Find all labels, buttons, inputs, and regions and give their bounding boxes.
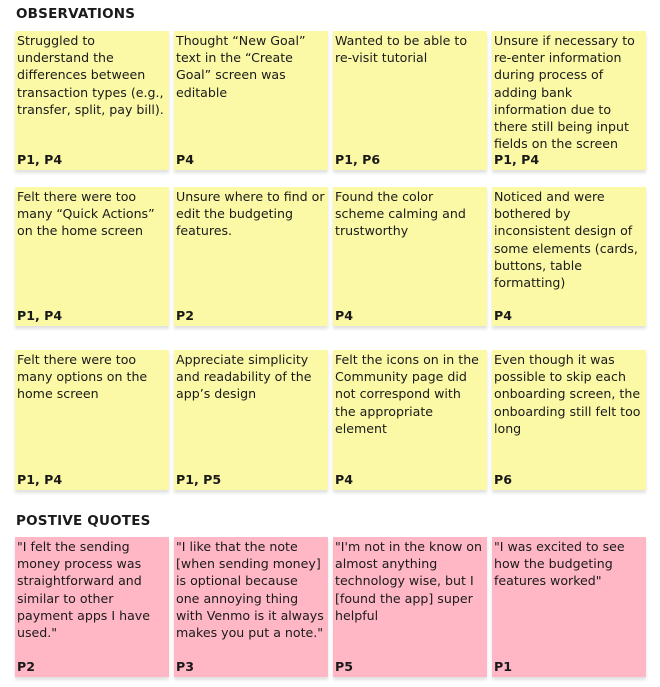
note-text: Even though it was possible to skip each onboarding screen, the onboarding still felt too long (494, 352, 641, 436)
note-participants: P4 (176, 152, 194, 167)
note-text: Appreciate simplicity and readability of the app’s design (176, 352, 312, 402)
quote-note (15, 537, 169, 677)
sticky-note (15, 187, 169, 326)
sticky-note (15, 350, 169, 490)
note-participants: P6 (494, 472, 512, 487)
note-text: Thought “New Goal” text in the “Create Goal” screen was editable (176, 33, 306, 100)
quote-text: "I was excited to see how the budgeting features worked" (494, 539, 625, 589)
positive-quotes-row (15, 537, 646, 677)
sticky-note (333, 31, 487, 170)
note-text: Felt the icons on in the Community page did not correspond with the appropriate element (335, 352, 479, 436)
note-participants: P4 (335, 472, 353, 487)
note-participants: P1, P4 (494, 152, 540, 167)
sticky-note (492, 31, 646, 170)
sticky-note (492, 187, 646, 326)
quote-participants: P1 (494, 659, 512, 674)
sticky-note (15, 31, 169, 170)
note-participants: P1, P5 (176, 472, 222, 487)
quote-note (492, 537, 646, 677)
sticky-note (492, 350, 646, 490)
quote-participants: P3 (176, 659, 194, 674)
note-participants: P1, P4 (17, 472, 63, 487)
note-text: Felt there were too many options on the home screen (17, 352, 148, 402)
observations-row-2 (15, 187, 646, 326)
sticky-note (174, 187, 328, 326)
quote-note (174, 537, 328, 677)
quote-participants: P5 (335, 659, 353, 674)
quote-text: "I felt the sending money process was straightforward and similar to other payment apps I have used." (17, 539, 150, 641)
note-participants: P1, P4 (17, 308, 63, 323)
sticky-note (333, 350, 487, 490)
quote-note (333, 537, 487, 677)
quote-text: "I like that the note [when sending money] is optional because one annoying thing with Venmo is it always makes you put a note." (176, 539, 324, 641)
note-participants: P1, P4 (17, 152, 63, 167)
note-text: Found the color scheme calming and trustworthy (335, 189, 466, 239)
note-text: Struggled to understand the differences between transaction types (e.g., transfer, split, pay bill). (17, 33, 164, 117)
sticky-note (174, 350, 328, 490)
sticky-note (333, 187, 487, 326)
note-text: Noticed and were bothered by inconsistent design of some elements (cards, buttons, table formatting) (494, 189, 638, 291)
note-text: Unsure where to find or edit the budgeting features. (176, 189, 325, 239)
note-participants: P4 (335, 308, 353, 323)
observations-row-3 (15, 350, 646, 490)
observations-row-1 (15, 31, 646, 170)
positive-quotes-heading: POSTIVE QUOTES (16, 513, 151, 529)
quote-text: "I'm not in the know on almost anything technology wise, but I [found the app] super helpful (335, 539, 482, 623)
note-text: Felt there were too many “Quick Actions” on the home screen (17, 189, 155, 239)
sticky-note (174, 31, 328, 170)
note-participants: P4 (494, 308, 512, 323)
observations-heading: OBSERVATIONS (16, 6, 136, 22)
quote-participants: P2 (17, 659, 35, 674)
note-text: Unsure if necessary to re-enter information during process of adding bank information due to there still being input fields on the screen (494, 33, 635, 152)
note-participants: P2 (176, 308, 194, 323)
note-participants: P1, P6 (335, 152, 381, 167)
note-text: Wanted to be able to re-visit tutorial (335, 33, 468, 66)
